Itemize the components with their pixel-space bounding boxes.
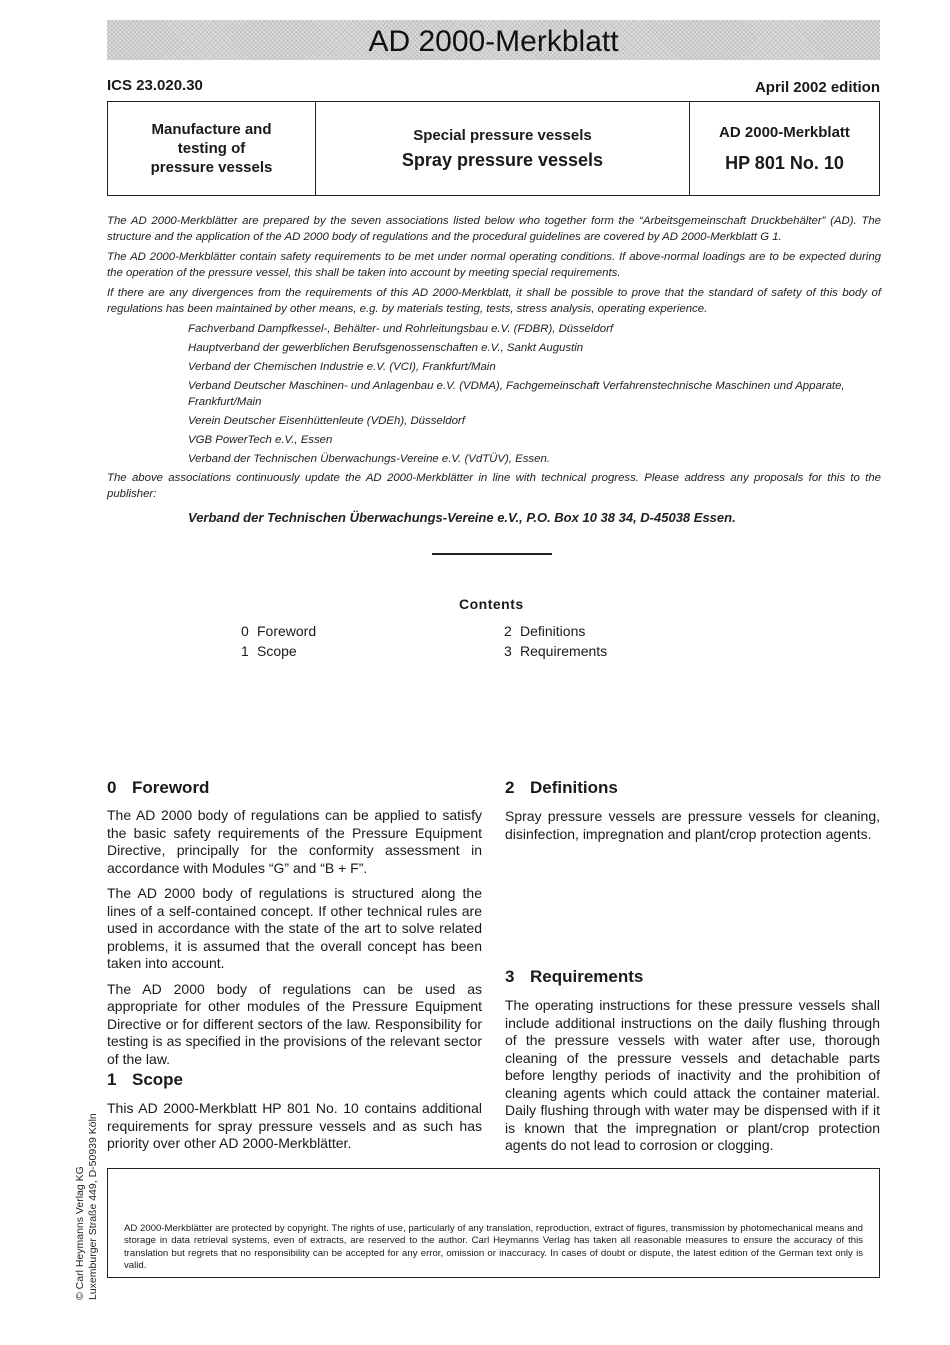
contents-item bbox=[504, 621, 607, 641]
sidenote-line: Luxemburger Straße 449, D-50939 Köln bbox=[87, 1113, 99, 1300]
copyright-notice: AD 2000-Merkblätter are protected by copyright. The rights of use, particularly of any translation, reproduction, extract of figures, transmission by photomechanical means and storage in data retrieval systems, even of extracts, are reserved to the author. Carl Heymanns Verlag has taken all reasonable measures to ensure the accuracy of this translation but regrets that no responsibility can be accepted for any error, omission or inaccuracy. In cases of doubt or dispute, the latest edition of the German text only is valid. bbox=[124, 1222, 863, 1272]
designation-number: HP 801 No. 10 bbox=[725, 152, 844, 173]
publisher-sidenote bbox=[74, 1113, 100, 1300]
category-line: Manufacture and bbox=[151, 121, 272, 138]
edition-date: April 2002 edition bbox=[754, 79, 880, 96]
sidenote-line: © Carl Heymanns Verlag KG bbox=[74, 1166, 86, 1300]
section-title: Scope bbox=[132, 1070, 184, 1089]
contents-column-right bbox=[504, 621, 607, 661]
association-item: Fachverband Dampfkessel-, Behälter- und Rohrleitungsbau e.V. (FDBR), Düsseldorf bbox=[188, 323, 614, 335]
subject-title: Spray pressure vessels bbox=[401, 149, 604, 170]
foreword-body bbox=[107, 807, 482, 1076]
association-item: VGB PowerTech e.V., Essen bbox=[188, 433, 333, 446]
section-title: Definitions bbox=[530, 778, 618, 797]
designation-series: AD 2000-Merkblatt bbox=[719, 123, 850, 141]
subject-cell bbox=[316, 102, 690, 195]
contents-item-label: Definitions bbox=[520, 623, 586, 639]
category-line: testing of bbox=[177, 140, 246, 157]
association-item: Verband der Chemischen Industrie e.V. (VCI), Frankfurt/Main bbox=[188, 361, 496, 373]
section-number: 2 bbox=[505, 778, 515, 797]
contents-title: Contents bbox=[459, 596, 524, 612]
contents-item-number: 1 bbox=[241, 643, 249, 659]
intro-paragraph: The above associations continuously update the AD 2000-Merkblätter in line with technical progress. Please address any proposals for this to the publisher: bbox=[107, 472, 881, 500]
publisher-address: Verband der Technischen Überwachungs-Vereine e.V., P.O. Box 10 38 34, D-45038 Essen. bbox=[188, 510, 736, 525]
contents-item-label: Scope bbox=[257, 643, 297, 659]
subject-subtitle: Special pressure vessels bbox=[413, 126, 592, 144]
copyright-box bbox=[107, 1168, 880, 1278]
banner-title: AD 2000-Merkblatt bbox=[368, 25, 619, 58]
association-item: Verband der Technischen Überwachungs-Vereine e.V. (VdTÜV), Essen. bbox=[188, 452, 550, 465]
requirements-body bbox=[505, 997, 880, 1163]
association-item: Verband Deutscher Maschinen- und Anlagenbau e.V. (VDMA), Fachgemeinschaft Verfahrenstechnische Maschinen und Apparate, Frankfurt/Main bbox=[188, 380, 845, 408]
definitions-paragraph: Spray pressure vessels are pressure vessels for cleaning, disinfection, impregnation and plant/crop protection agents. bbox=[505, 808, 880, 842]
foreword-paragraph: The AD 2000 body of regulations is structured along the lines of a self-contained concept. If other technical rules are used in accordance with the state of the art to solve related problems, it is assumed that the overall concept has been taken into account. bbox=[107, 885, 482, 971]
definitions-body bbox=[505, 808, 880, 851]
section-title: Foreword bbox=[132, 778, 210, 797]
contents-item-number: 0 bbox=[241, 623, 249, 639]
association-list bbox=[188, 322, 881, 467]
section-number: 1 bbox=[107, 1070, 117, 1089]
association-item: Hauptverband der gewerblichen Berufsgenossenschaften e.V., Sankt Augustin bbox=[188, 342, 584, 354]
section-number: 3 bbox=[505, 967, 515, 986]
requirements-paragraph: The operating instructions for these pressure vessels shall include additional instructions on the daily flushing through of the pressure vessels with water after use, thorough cleaning of the pressure vessels and detachable parts before lengthy periods of inactivity and the prohibition of cleaning agents which could attack the container material. Daily flushing through with water may be dispensed with if it is known that the impregnation or plant/crop protection agents do not lead to corrosion or clogging. bbox=[505, 997, 880, 1153]
title-box bbox=[107, 101, 880, 196]
scope-heading bbox=[107, 1070, 183, 1090]
section-title: Requirements bbox=[530, 967, 644, 986]
contents-item bbox=[241, 621, 316, 641]
section-number: 0 bbox=[107, 778, 117, 797]
foreword-paragraph: The AD 2000 body of regulations can be applied to satisfy the basic safety requirements of the Pressure Equipment Directive, principally for the conformity assessment in accordance with Modules “G” and “B + F”. bbox=[107, 807, 482, 876]
requirements-heading bbox=[505, 967, 643, 987]
contents-item bbox=[504, 641, 607, 661]
contents-item-number: 2 bbox=[504, 623, 512, 639]
intro-paragraph: If there are any divergences from the requirements of this AD 2000-Merkblatt, it shall be possible to prove that the standard of safety of this body of regulations has been maintained by other means, e.g. by materials testing, tests, stress analysis, operating experience. bbox=[107, 287, 881, 315]
contents-item-number: 3 bbox=[504, 643, 512, 659]
intro-block bbox=[107, 214, 881, 526]
category-cell bbox=[108, 102, 316, 195]
foreword-heading bbox=[107, 778, 209, 798]
foreword-paragraph: The AD 2000 body of regulations can be used as appropriate for other modules of the Pressure Equipment Directive or for different sectors of the law. Responsibility for testing is as specified in the provisions of the relevant sector of the law. bbox=[107, 980, 482, 1067]
category-line: pressure vessels bbox=[150, 159, 273, 176]
contents-column-left bbox=[241, 621, 316, 661]
contents-item-label: Requirements bbox=[520, 643, 608, 659]
document-banner bbox=[107, 20, 880, 60]
association-item: Verein Deutscher Eisenhüttenleute (VDEh), Düsseldorf bbox=[188, 414, 465, 427]
scope-paragraph: This AD 2000-Merkblatt HP 801 No. 10 contains additional requirements for spray pressure vessels and as such has priority over other AD 2000-Merkblätter. bbox=[107, 1100, 482, 1151]
intro-paragraph: The AD 2000-Merkblätter contain safety requirements to be met under normal operating conditions. If above-normal loadings are to be expected during the operation of the pressure vessel, this shall be taken into account by meeting special requirements. bbox=[107, 251, 881, 279]
ics-code: ICS 23.020.30 bbox=[107, 77, 203, 94]
contents-item bbox=[241, 641, 316, 661]
divider bbox=[432, 553, 552, 555]
contents-item-label: Foreword bbox=[257, 623, 317, 639]
definitions-heading bbox=[505, 778, 618, 798]
designation-cell bbox=[690, 102, 879, 195]
intro-paragraph: The AD 2000-Merkblätter are prepared by the seven associations listed below who together form the “Arbeitsgemeinschaft Druckbehälter” (AD). The structure and the application of the AD 2000 body of regulations and the procedural guidelines are covered by AD 2000-Merkblatt G 1. bbox=[107, 215, 881, 243]
scope-body bbox=[107, 1100, 482, 1161]
